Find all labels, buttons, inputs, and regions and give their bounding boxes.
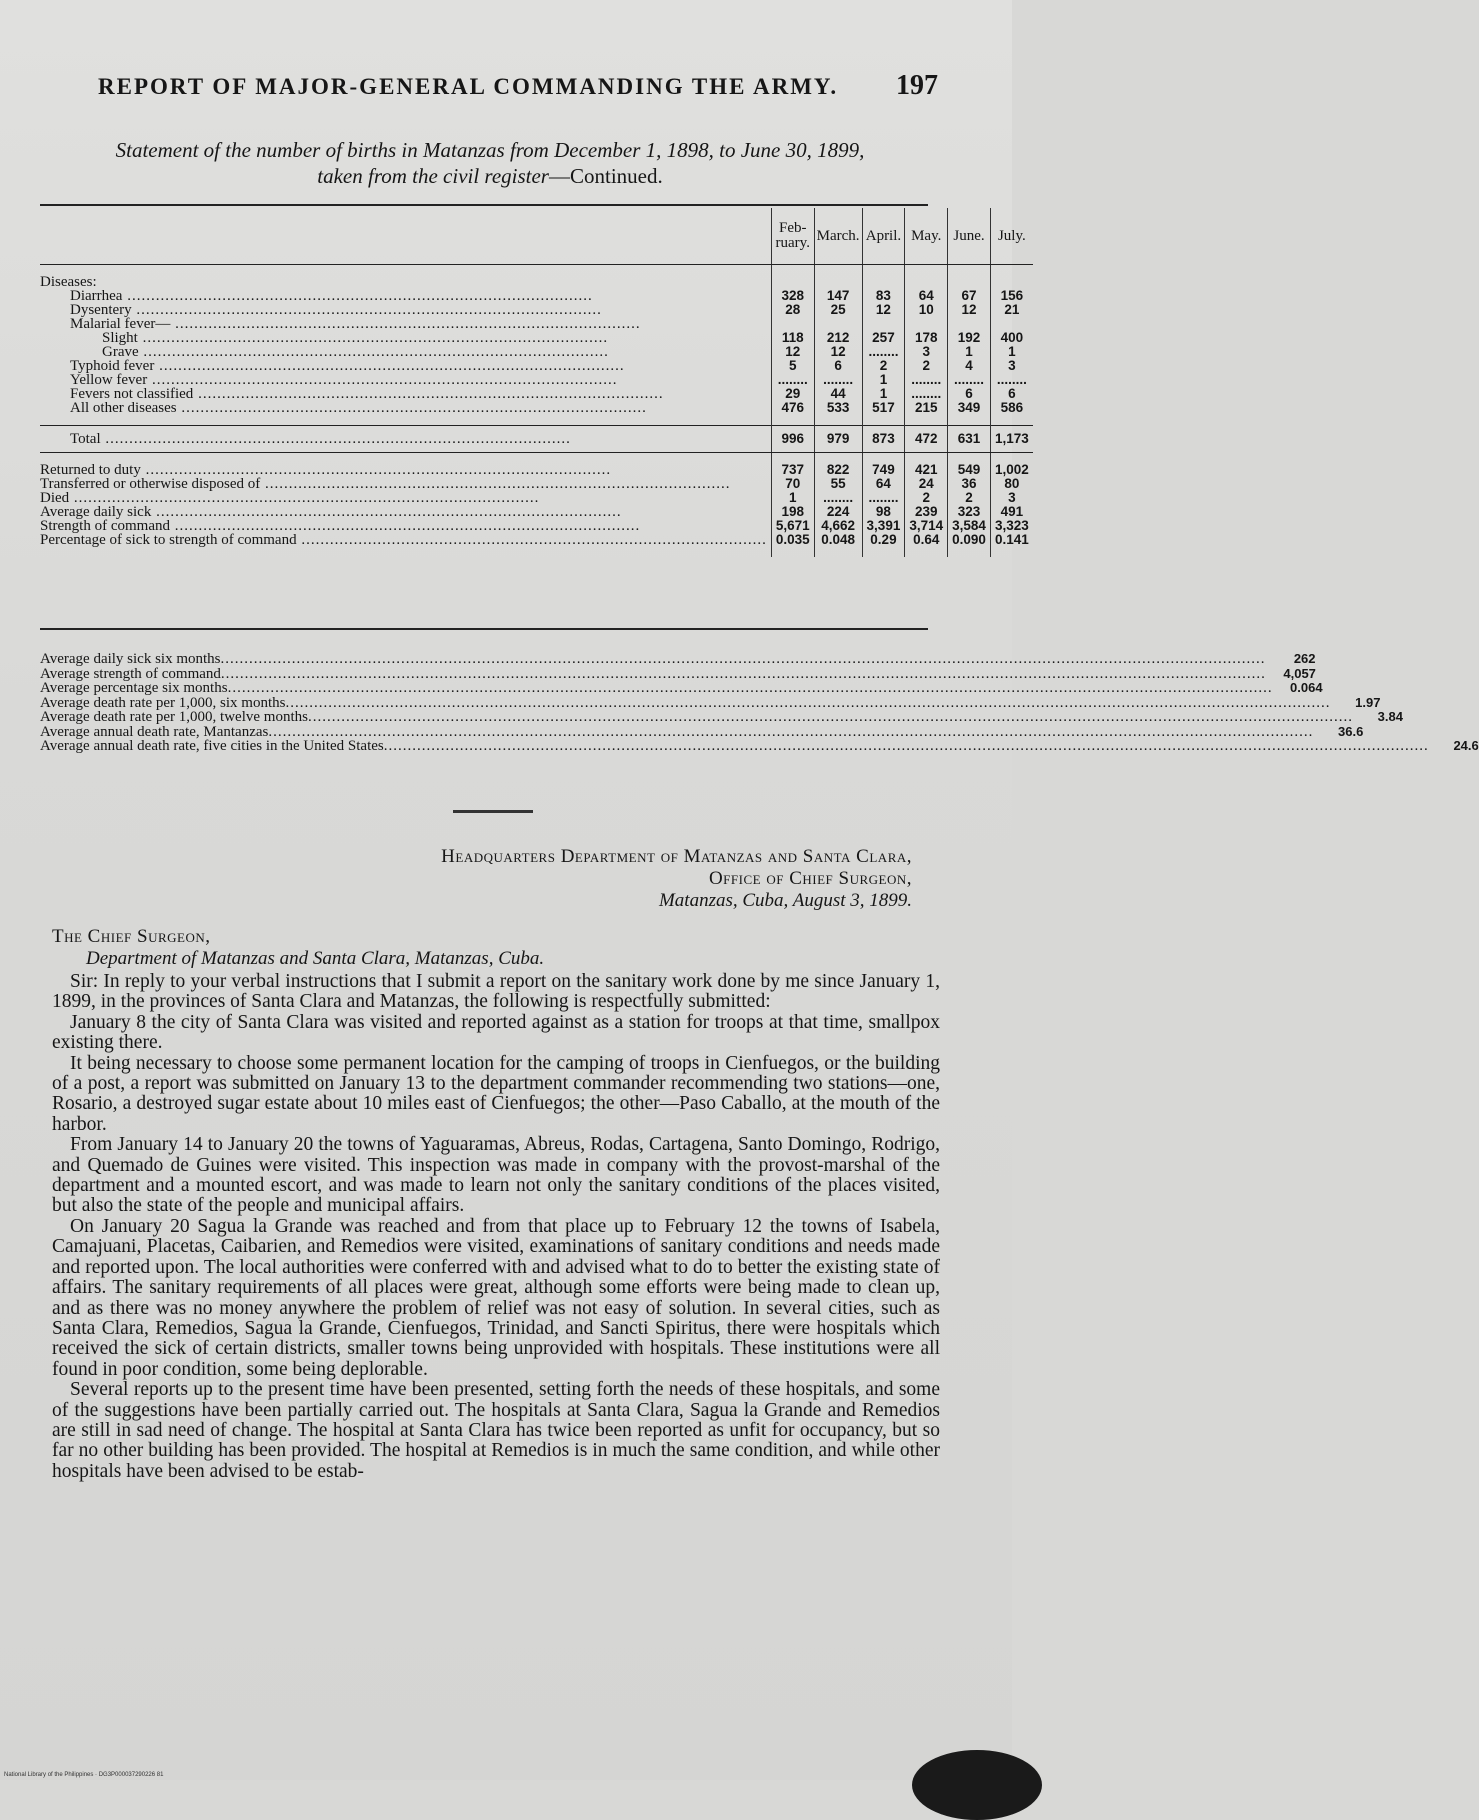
cell-value: 21 [990, 303, 1032, 317]
cell-value: 2 [948, 491, 991, 505]
row-label-text: Yellow fever [70, 372, 148, 388]
row-label-text: Transferred or otherwise disposed of [40, 476, 261, 492]
leader-dots: ............................................................................................................................................................................................................................ [220, 651, 1266, 667]
cell-value: 0.29 [862, 533, 905, 547]
average-value: 24.6 [1453, 738, 1479, 753]
row-label [40, 317, 771, 331]
average-row [40, 665, 1316, 682]
table-row [40, 303, 1033, 317]
average-row [40, 709, 1403, 725]
cell-value: 36 [948, 477, 991, 491]
cell-value: 4 [948, 359, 991, 373]
table-row [40, 265, 1033, 276]
cell-value: 44 [814, 387, 862, 401]
cell-value [990, 415, 1032, 426]
cell-value: 328 [771, 289, 814, 303]
leader-dots: ............................................................................................................................................................................................................................ [285, 694, 1331, 711]
scan-credit: National Library of the Philippines · DG3P000037290226 81 [4, 1772, 164, 1778]
column-header: April. [862, 208, 905, 265]
cell-value: ........ [814, 491, 862, 505]
table-row [40, 317, 1033, 331]
cell-value [948, 547, 991, 557]
row-label [40, 477, 771, 491]
cell-value: 0.048 [814, 533, 862, 547]
row-label-text: Returned to duty [40, 462, 141, 478]
leader-dots: ............................................................................................................................................................................................................................ [383, 738, 1429, 754]
row-label-text: Grave [102, 344, 139, 360]
cell-value: 6 [814, 359, 862, 373]
average-value: 4,057 [1283, 665, 1316, 681]
row-label [40, 373, 771, 387]
cell-value: 3,323 [990, 519, 1032, 533]
cell-value [948, 317, 991, 331]
cell-value: 1 [862, 373, 905, 387]
leader-dots: .................................................................................................. [122, 288, 593, 304]
caption-continued: —Continued. [548, 164, 663, 188]
column-header: March. [814, 208, 862, 265]
addressee-department: Department of Matanzas and Santa Clara, Matanzas, Cuba. [86, 948, 545, 969]
average-row [40, 651, 1316, 667]
cell-value: 6 [948, 387, 991, 401]
leader-dots: .................................................................................................. [176, 400, 647, 416]
cell-value [862, 275, 905, 289]
total-row [40, 426, 1033, 453]
addressee-title: The Chief Surgeon, [52, 926, 211, 947]
statistics-table [40, 208, 1033, 557]
row-label-text: Slight [102, 330, 138, 346]
row-label-text: Strength of command [40, 518, 170, 534]
average-row [40, 680, 1323, 696]
average-label: Average annual death rate, Mantanzas [40, 723, 269, 740]
cell-value: 3,391 [862, 519, 905, 533]
cell-value [814, 415, 862, 426]
body-paragraph: It being necessary to choose some permanent location for the camping of troops in Cienfuegos, or the building of a post, a report was submitted on January 13 to the department commander recommending two stations—one, Rosario, a destroyed sugar estate about 10 miles east of Cienfuegos; the other—Paso Caballo, at the mouth of the harbor. [52, 1052, 940, 1135]
cell-value: ........ [990, 373, 1032, 387]
average-value: 0.064 [1290, 680, 1323, 695]
cell-value: 517 [862, 401, 905, 415]
cell-value: 400 [990, 331, 1032, 345]
table-row [40, 331, 1033, 345]
cell-value: 323 [948, 505, 991, 519]
cell-value: 749 [862, 463, 905, 477]
row-label [40, 387, 771, 401]
table-row [40, 289, 1033, 303]
cell-value: 822 [814, 463, 862, 477]
cell-value [905, 415, 948, 426]
cell-value: ........ [771, 373, 814, 387]
cell-value: ........ [905, 387, 948, 401]
leader-dots: .................................................................................................. [140, 462, 612, 478]
cell-value: 192 [948, 331, 991, 345]
cell-value [771, 415, 814, 426]
cell-value: 0.090 [948, 533, 991, 547]
cell-value [905, 317, 948, 331]
cell-value: 64 [862, 477, 905, 491]
cell-value [771, 275, 814, 289]
average-row [40, 694, 1381, 711]
average-value: 3.84 [1377, 709, 1403, 724]
row-label-text: Average daily sick [40, 504, 152, 520]
cell-value: 1,002 [990, 463, 1032, 477]
cell-value [990, 317, 1032, 331]
cell-value: 28 [771, 303, 814, 317]
average-label: Average annual death rate, five cities in the United States [40, 738, 384, 754]
cell-value: ........ [948, 373, 991, 387]
average-value: 1.97 [1355, 694, 1381, 710]
leader-dots: ............................................................................................................................................................................................................................ [220, 665, 1266, 682]
cell-value: 25 [814, 303, 862, 317]
cell-value: 491 [990, 505, 1032, 519]
cell-value: 3,714 [905, 519, 948, 533]
cell-value [905, 275, 948, 289]
row-label-text: Percentage of sick to strength of command [40, 532, 297, 548]
caption-line-1: Statement of the number of births in Matanzas from December 1, 1898, to June 30, 1899, [115, 138, 865, 162]
table-row [40, 415, 1033, 426]
leader-dots: .................................................................................................. [147, 372, 618, 388]
cell-value: 737 [771, 463, 814, 477]
cell-value: 83 [862, 289, 905, 303]
cell-value: 3 [990, 359, 1032, 373]
cell-value: 472 [905, 426, 948, 453]
cell-value: 1 [948, 345, 991, 359]
letterhead [441, 846, 912, 912]
cell-value: 979 [814, 426, 862, 453]
cell-value: 178 [905, 331, 948, 345]
cell-value: 198 [771, 505, 814, 519]
table-row [40, 401, 1033, 415]
average-label: Average death rate per 1,000, six months [40, 694, 286, 711]
row-label-text: Malarial fever— [70, 316, 171, 332]
cell-value: 257 [862, 331, 905, 345]
cell-value: 224 [814, 505, 862, 519]
cell-value: ........ [905, 373, 948, 387]
cell-value: 239 [905, 505, 948, 519]
cell-value: 2 [905, 359, 948, 373]
leader-dots: .................................................................................................. [154, 358, 625, 374]
leader-dots: .................................................................................................. [260, 476, 731, 492]
cell-value: 98 [862, 505, 905, 519]
scanner-thumb [912, 1750, 1042, 1820]
row-label [40, 547, 771, 557]
table-row [40, 547, 1033, 557]
leader-dots: ............................................................................................................................................................................................................................ [307, 709, 1353, 725]
row-label [40, 491, 771, 505]
cell-value [948, 265, 991, 276]
row-label [40, 505, 771, 519]
row-label [40, 415, 771, 426]
leader-dots: .................................................................................................. [137, 330, 609, 346]
cell-value: 2 [905, 491, 948, 505]
average-row [40, 738, 1479, 754]
section-divider [453, 810, 533, 813]
leader-dots: .................................................................................................. [170, 316, 641, 332]
cell-value [990, 275, 1032, 289]
cell-value: 12 [948, 303, 991, 317]
cell-value [771, 265, 814, 276]
average-label: Average strength of command [40, 665, 221, 682]
leader-dots: .................................................................................................. [296, 532, 767, 548]
cell-value: 29 [771, 387, 814, 401]
cell-value: 24 [905, 477, 948, 491]
cell-value: 3 [905, 345, 948, 359]
cell-value: 212 [814, 331, 862, 345]
average-value: 262 [1293, 651, 1316, 666]
cell-value: 1,173 [990, 426, 1032, 453]
body-paragraph: On January 20 Sagua la Grande was reached and from that place up to February 12 the towns of Isabela, Camajuani, Placetas, Caibarien, and Remedios were visited, examinations of sanitary conditions and needs made and reported upon. The local authorities were conferred with and advised what to do to better the existing state of affairs. The sanitary requirements of all places were great, although some efforts were being made to clean up, and as there was no money anywhere the problem of relief was not easy of solution. In several cities, such as Santa Clara, Remedios, Sagua la Grande, Cienfuegos, Trinidad, and Sancti Spiritus, there were hospitals which received the sick of certain districts, smaller towns being unprovided with hospitals. These institutions were all found in poor condition, some being deplorable. [52, 1215, 940, 1380]
leader-dots: .................................................................................................. [151, 504, 622, 520]
row-label [40, 345, 771, 359]
cell-value: 586 [990, 401, 1032, 415]
column-header: June. [948, 208, 991, 265]
body-paragraph: Several reports up to the present time have been presented, setting forth the needs of these hospitals, and some of the suggestions have been partially carried out. The hospitals at Santa Clara, Sagua la Grande and Remedios are still in sad need of change. The hospital at Santa Clara has twice been reported as unfit for occupancy, but so far no other building has been provided. The hospital at Remedios is in much the same condition, and while other hospitals have been advised to be estab- [52, 1379, 940, 1482]
cell-value [862, 547, 905, 557]
row-label-text: Total [70, 431, 101, 447]
cell-value: 873 [862, 426, 905, 453]
cell-value: 12 [771, 345, 814, 359]
table-row [40, 463, 1033, 477]
row-label-text: All other diseases [70, 400, 177, 416]
table-row [40, 275, 1033, 289]
cell-value [814, 275, 862, 289]
cell-value: 3 [990, 491, 1032, 505]
table-row [40, 359, 1033, 373]
cell-value [862, 265, 905, 276]
row-label-text: Died [40, 490, 70, 506]
cell-value: 2 [862, 359, 905, 373]
cell-value: 1 [990, 345, 1032, 359]
cell-value [814, 265, 862, 276]
cell-value: 10 [905, 303, 948, 317]
running-header [98, 70, 938, 102]
column-header: May. [905, 208, 948, 265]
cell-value: 0.035 [771, 533, 814, 547]
table-row [40, 387, 1033, 401]
cell-value [990, 265, 1032, 276]
header-blank [40, 208, 771, 265]
cell-value [948, 415, 991, 426]
table-row [40, 477, 1033, 491]
average-label: Average death rate per 1,000, twelve months [40, 709, 308, 725]
cell-value: 1 [862, 387, 905, 401]
table-top-rule [40, 204, 928, 206]
average-label: Average percentage six months [40, 680, 228, 696]
table-row [40, 505, 1033, 519]
cell-value: 118 [771, 331, 814, 345]
row-label [40, 289, 771, 303]
group-label-diseases: Diseases: [40, 274, 97, 290]
cell-value [990, 547, 1032, 557]
cell-value: 12 [862, 303, 905, 317]
row-label-text: Diarrhea [70, 288, 123, 304]
cell-value: ........ [862, 345, 905, 359]
cell-value: 1 [771, 491, 814, 505]
cell-value: 70 [771, 477, 814, 491]
cell-value: 4,662 [814, 519, 862, 533]
row-label [40, 401, 771, 415]
cell-value: 5 [771, 359, 814, 373]
table-caption [40, 137, 940, 189]
cell-value: 3,584 [948, 519, 991, 533]
row-label [40, 331, 771, 345]
row-label [40, 426, 771, 453]
cell-value [862, 415, 905, 426]
letterhead-office: Office of Chief Surgeon, [708, 868, 912, 889]
cell-value: 5,671 [771, 519, 814, 533]
cell-value [905, 265, 948, 276]
average-row [40, 723, 1364, 740]
cell-value: 0.64 [905, 533, 948, 547]
body-paragraph: From January 14 to January 20 the towns of Yaguaramas, Abreus, Rodas, Cartagena, Santo Domingo, Rodrigo, and Quemado de Guines were visited. This inspection was made in company with the provost-marshal of the department and a mounted escort, and was made to learn not only the sanitary conditions of the places visited, but also the state of the people and municipal affairs. [52, 1134, 940, 1217]
table-row [40, 533, 1033, 547]
cell-value: 67 [948, 289, 991, 303]
cell-value [948, 275, 991, 289]
running-title: REPORT OF MAJOR-GENERAL COMMANDING THE ARMY. [98, 74, 839, 99]
table-row [40, 345, 1033, 359]
cell-value: 476 [771, 401, 814, 415]
row-label [40, 533, 771, 547]
row-label-text: Fevers not classified [70, 386, 194, 402]
cell-value: 631 [948, 426, 991, 453]
row-label [40, 265, 771, 276]
letterhead-place-date: Matanzas, Cuba, August 3, 1899. [658, 890, 912, 911]
cell-value: 12 [814, 345, 862, 359]
average-value: 36.6 [1338, 723, 1364, 739]
cell-value: 6 [990, 387, 1032, 401]
column-header: July. [990, 208, 1032, 265]
cell-value: 996 [771, 426, 814, 453]
leader-dots: ............................................................................................................................................................................................................................ [268, 723, 1314, 740]
leader-dots: .................................................................................................. [69, 490, 540, 506]
letter-body [52, 972, 940, 1482]
letterhead-department: Headquarters Department of Matanzas and Santa Clara, [441, 846, 912, 867]
leader-dots: .................................................................................................. [138, 344, 609, 360]
leader-dots: .................................................................................................. [131, 302, 602, 318]
table-row [40, 373, 1033, 387]
body-paragraph: Sir: In reply to your verbal instructions that I submit a report on the sanitary work done by me since January 1, 1899, in the provinces of Santa Clara and Matanzas, the following is respectfully submitted: [52, 971, 940, 1013]
average-label: Average daily sick six months [40, 651, 221, 667]
cell-value [771, 547, 814, 557]
leader-dots: ............................................................................................................................................................................................................................ [227, 680, 1273, 696]
column-header: Feb-ruary. [771, 208, 814, 265]
addressee [52, 926, 544, 970]
cell-value [771, 317, 814, 331]
cell-value: 349 [948, 401, 991, 415]
table-bottom-rule [40, 628, 928, 630]
caption-line-2: taken from the civil register [317, 164, 549, 188]
cell-value: 64 [905, 289, 948, 303]
row-label [40, 463, 771, 477]
row-label [40, 519, 771, 533]
leader-dots: .................................................................................................. [100, 431, 571, 447]
cell-value: 55 [814, 477, 862, 491]
cell-value: ........ [814, 373, 862, 387]
leader-dots: .................................................................................................. [193, 386, 664, 402]
cell-value [814, 547, 862, 557]
cell-value: 0.141 [990, 533, 1032, 547]
cell-value [862, 317, 905, 331]
table-header-row [40, 208, 1033, 265]
row-label [40, 303, 771, 317]
averages-list [40, 651, 1479, 754]
page-number: 197 [896, 70, 938, 101]
row-label-text: Typhoid fever [70, 358, 155, 374]
row-label-text: Dysentery [70, 302, 132, 318]
cell-value: 533 [814, 401, 862, 415]
cell-value: 421 [905, 463, 948, 477]
leader-dots: .................................................................................................. [169, 518, 641, 534]
cell-value: 549 [948, 463, 991, 477]
cell-value: 156 [990, 289, 1032, 303]
cell-value: 147 [814, 289, 862, 303]
cell-value [814, 317, 862, 331]
table-row [40, 519, 1033, 533]
cell-value: ........ [862, 491, 905, 505]
cell-value: 80 [990, 477, 1032, 491]
body-paragraph: January 8 the city of Santa Clara was visited and reported against as a station for troops at that time, smallpox existing there. [52, 1011, 940, 1054]
table-row [40, 491, 1033, 505]
row-label [40, 359, 771, 373]
cell-value [905, 547, 948, 557]
cell-value: 215 [905, 401, 948, 415]
